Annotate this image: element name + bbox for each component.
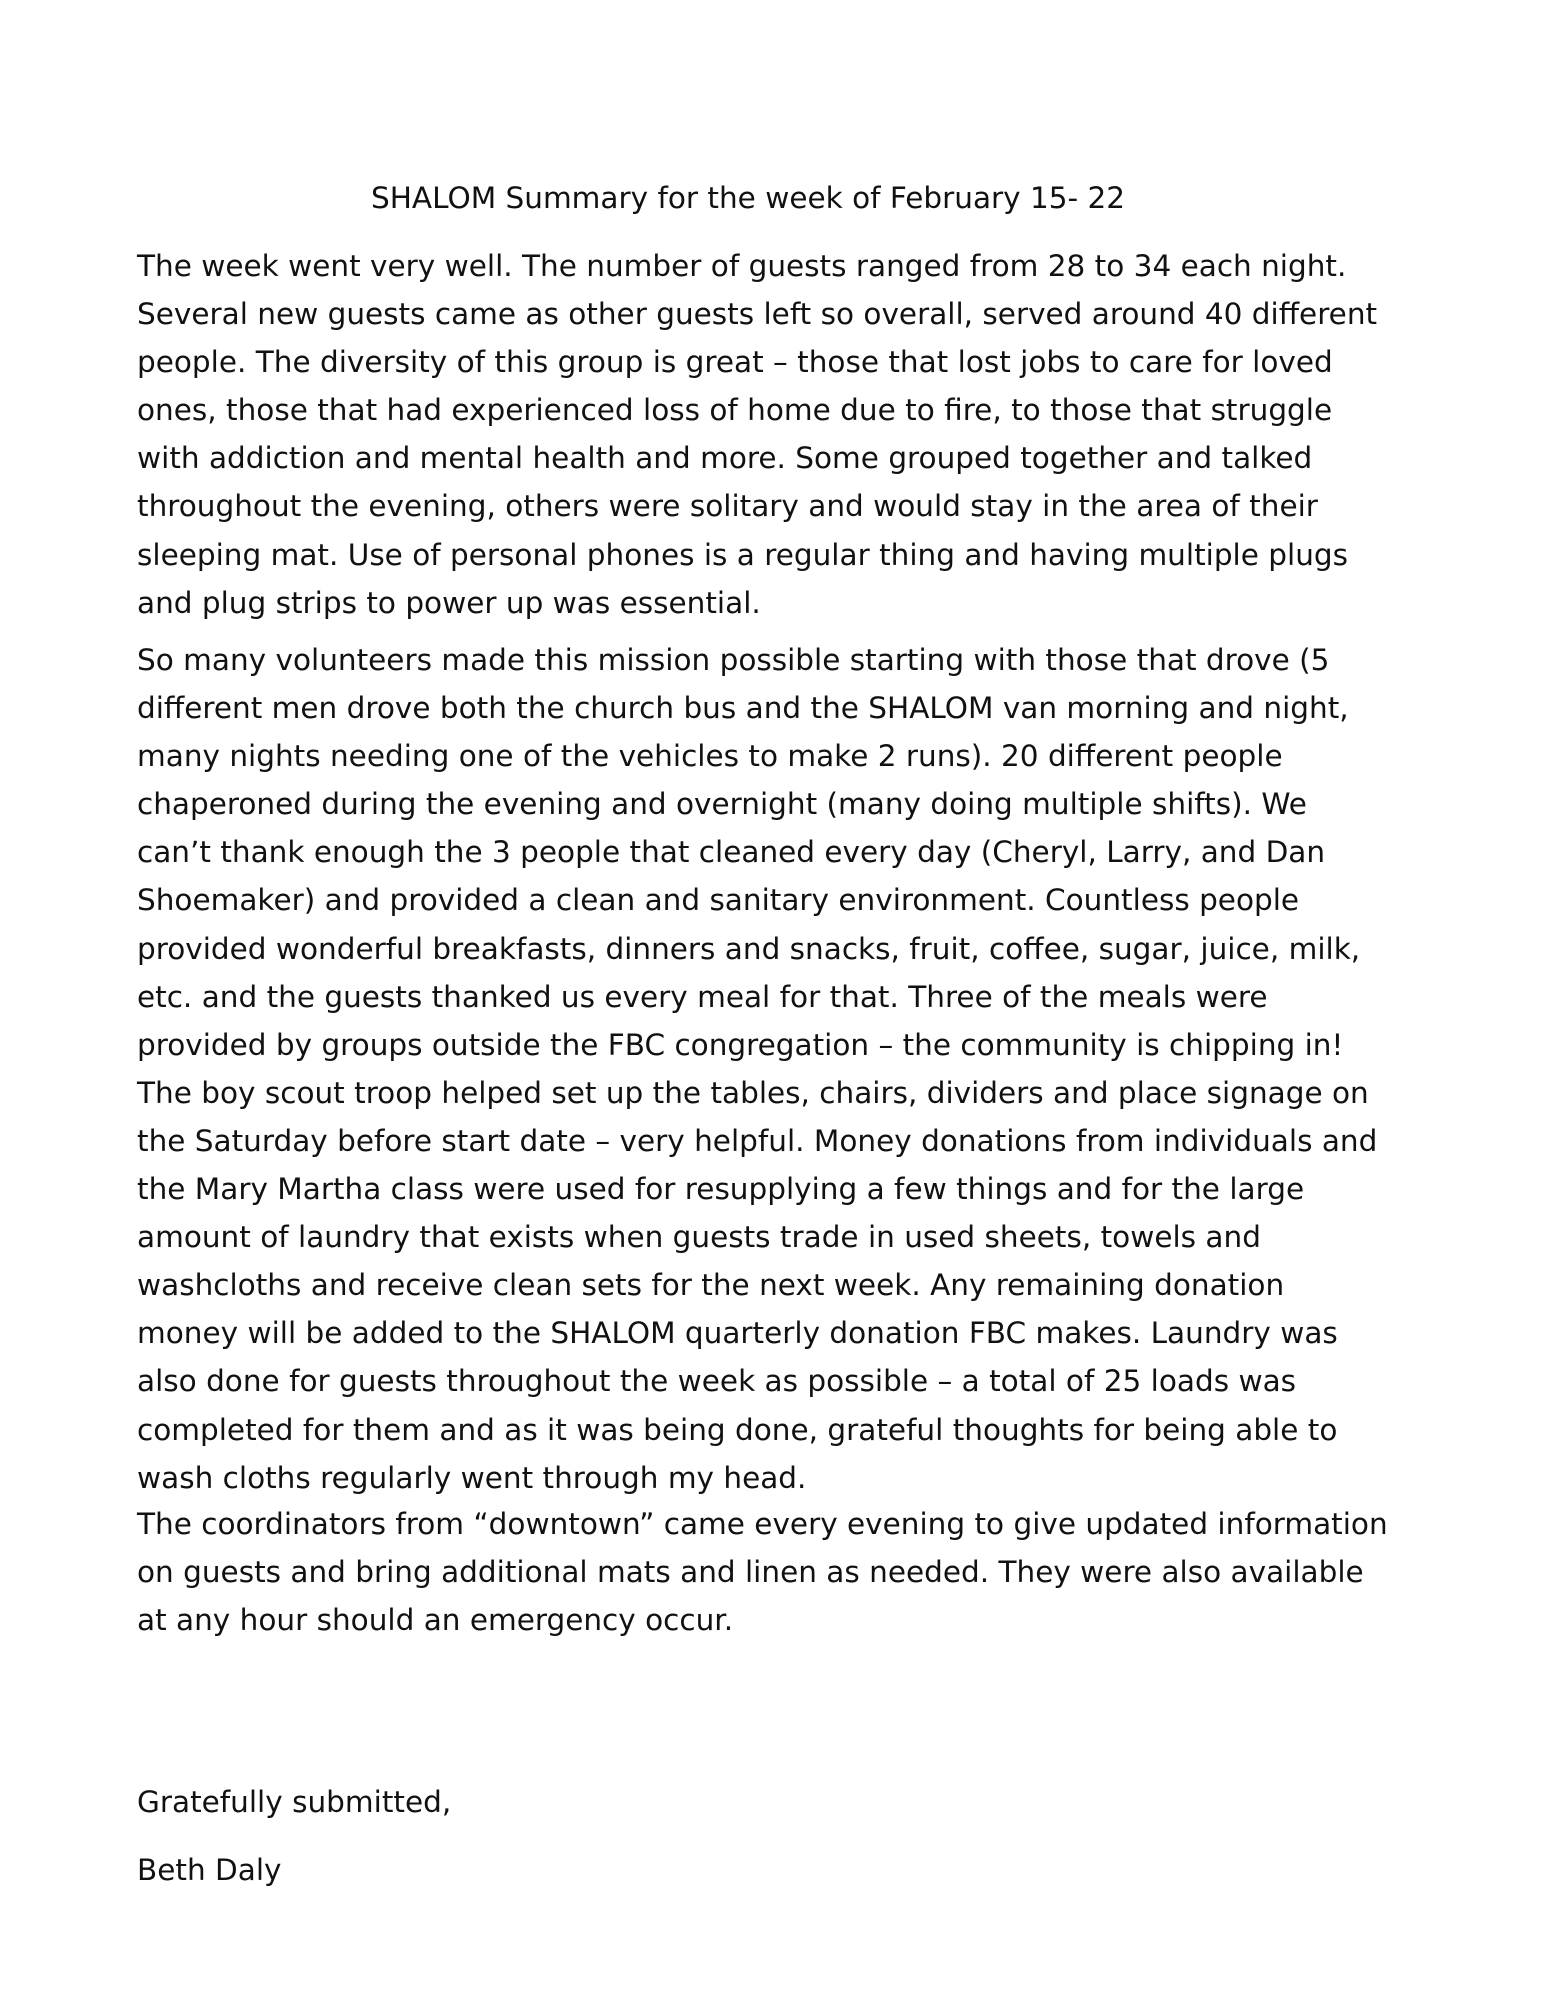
paragraph-coordinators: The coordinators from “downtown” came every evening to give updated information on guests and bring additional mats and linen as needed. They were also available at any hour should an emergency occur. [137,1507,1388,1638]
signature-name: Beth Daly [137,1853,282,1887]
paragraph-guests-summary: The week went very well. The number of guests ranged from 28 to 34 each night. Several new guests came as other guests left so overall, served around 40 different people. The diversity of this group is great – those that lost jobs to care for loved ones, those that had experienced loss of home due to fire, to those that struggle with addiction and mental health and more. Some grouped together and talked throughout the evening, others were solitary and would stay in the area of their sleeping mat. Use of personal phones is a regular thing and having multiple plugs and plug strips to power up was essential. [137,249,1378,620]
document-title: SHALOM Summary for the week of February 15- 22 [371,181,1126,215]
paragraph-volunteers: So many volunteers made this mission possible starting with those that drove (5 different men drove both the church bus and the SHALOM van morning and night, many nights needing one of the vehicles to make 2 runs). 20 different people chaperoned during the evening and overnight (many doing multiple shifts). We can’t thank enough the 3 people that cleaned every day (Cheryl, Larry, and Dan Shoemaker) and provided a clean and sanitary environment. Countless people provided wonderful breakfasts, dinners and snacks, fruit, coffee, sugar, juice, milk, etc. and the guests thanked us every meal for that. Three of the meals were provided by groups outside the FBC congregation – the community is chipping in! The boy scout troop helped set up the tables, chairs, dividers and place signage on the Saturday before start date – very helpful. Money donations from individuals and the Mary Martha class were used for resupplying a few things and for the large amount of laundry that exists when guests trade in used sheets, towels and washcloths and receive clean sets for the next week. Any remaining donation money will be added to the SHALOM quarterly donation FBC makes. Laundry was also done for guests throughout the week as possible – a total of 25 loads was completed for them and as it was being done, grateful thoughts for being able to wash cloths regularly went through my head. [137,643,1378,1495]
closing-line: Gratefully submitted, [137,1785,452,1819]
